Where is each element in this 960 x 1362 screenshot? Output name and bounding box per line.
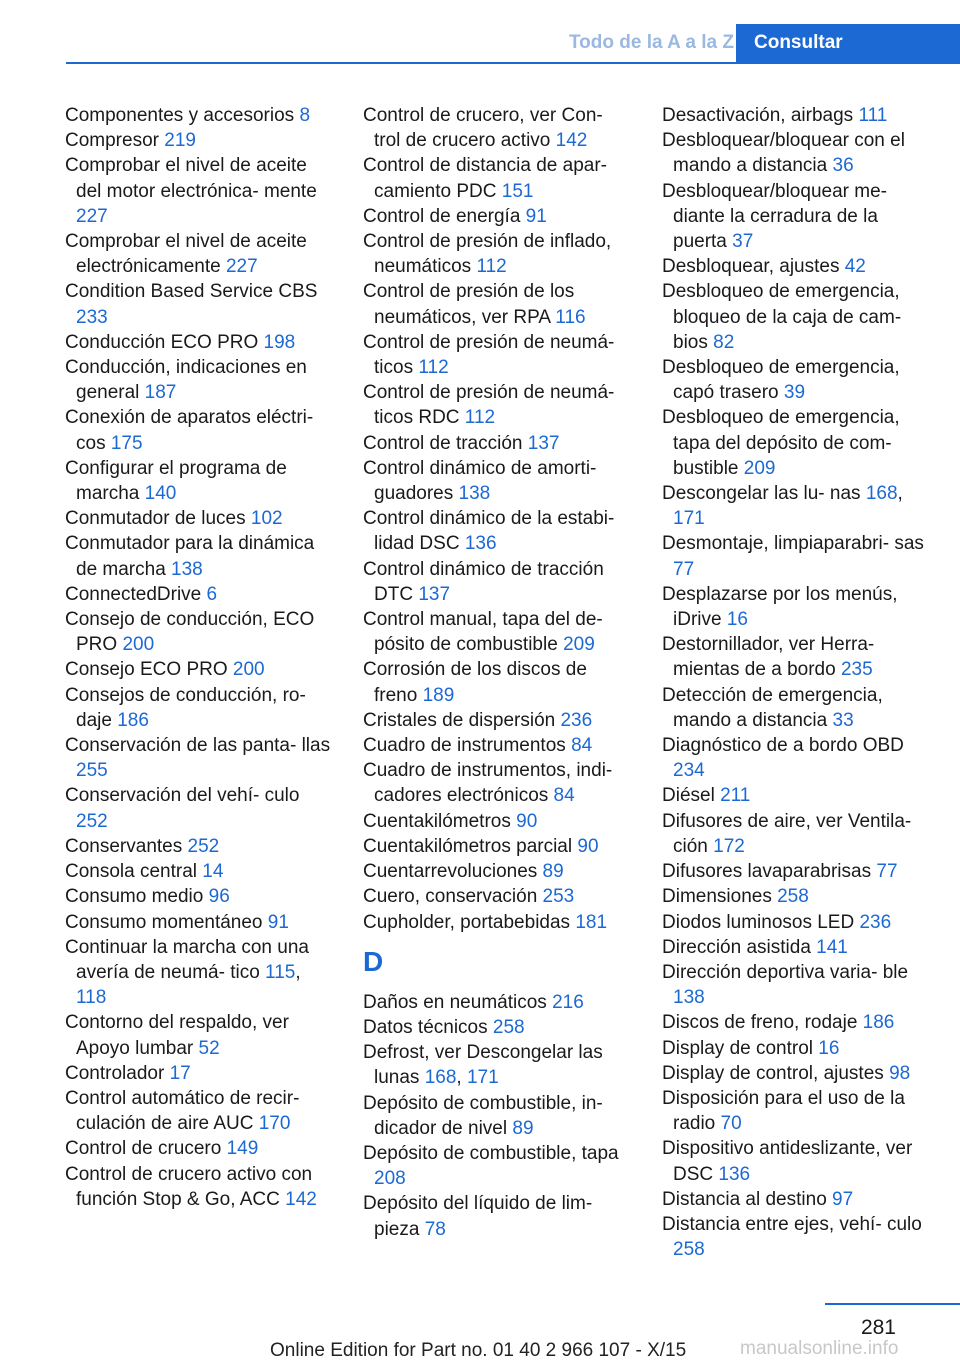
index-entry — [363, 1191, 633, 1241]
index-term: Cuadro de instrumentos, indi‐ cadores electrónicos — [363, 760, 613, 807]
page-reference-link[interactable]: 91 — [525, 205, 547, 227]
section-tab: Todo de la A a la Z — [568, 32, 734, 53]
index-term: Diagnóstico de a bordo OBD — [662, 735, 904, 757]
index-term: Conservación del vehí‐ culo — [65, 785, 300, 807]
index-term: Desbloquear/bloquear me‐ diante la cerradura de la puerta — [662, 180, 887, 253]
index-term: Control de presión de inflado, neumáticos — [363, 231, 612, 278]
index-entry — [65, 783, 335, 833]
page-reference-link[interactable]: 172 — [713, 835, 745, 857]
index-entry — [363, 1141, 633, 1191]
index-term: Desbloquear/bloquear con el mando a distancia — [662, 130, 905, 177]
index-term: Consumo momentáneo — [65, 911, 268, 933]
index-term: Contorno del respaldo, ver Apoyo lumbar — [65, 1012, 289, 1059]
index-term: Control de presión de neumá‐ ticos RDC — [363, 382, 615, 429]
index-term: Consola central — [65, 861, 203, 883]
index-entry: Defrost, ver Descongelar las lunas 168, 171 — [363, 1042, 603, 1089]
index-entry — [363, 733, 633, 758]
page-reference-link[interactable]: 96 — [208, 886, 230, 908]
index-entry — [363, 834, 633, 859]
index-entry — [65, 910, 335, 935]
index-entry — [65, 1086, 335, 1136]
index-term: Conservantes — [65, 835, 188, 857]
page-reference-link[interactable]: 136 — [464, 533, 497, 555]
index-entry — [363, 456, 633, 506]
page-reference-link[interactable]: 189 — [422, 684, 455, 706]
index-entry — [363, 279, 633, 329]
header-divider — [66, 62, 960, 64]
index-entry — [662, 405, 932, 481]
page-reference-link[interactable]: 227 — [76, 205, 108, 227]
page-reference-link[interactable]: 138 — [171, 558, 203, 580]
page-reference-link[interactable]: 141 — [816, 936, 848, 958]
page-reference-link[interactable]: 200 — [232, 659, 265, 681]
page-reference-link[interactable]: 36 — [832, 155, 854, 177]
page-number: 281 — [860, 1316, 896, 1339]
index-term: Difusores de aire, ver Ventila‐ ción — [662, 810, 912, 857]
index-term: Desbloqueo de emergencia, bloqueo de la caja de cam‐ bios — [662, 281, 902, 353]
index-term: Distancia al destino — [662, 1188, 833, 1210]
index-term: Daños en neumáticos — [363, 991, 553, 1013]
active-tab: Consultar — [736, 24, 960, 62]
page-reference-link[interactable]: 171 — [673, 508, 705, 530]
page-reference-link[interactable]: 52 — [198, 1037, 220, 1059]
page-reference-link[interactable]: 140 — [144, 483, 177, 505]
entry-list — [662, 103, 932, 1262]
index-entry — [662, 1212, 932, 1262]
page-reference-link[interactable]: 82 — [713, 331, 735, 353]
index-entry — [662, 632, 932, 682]
page-reference-link[interactable]: 98 — [889, 1062, 911, 1084]
index-term: Continuar la marcha con una avería de neumá‐ tico — [65, 936, 309, 983]
page-reference-link[interactable]: 137 — [527, 432, 560, 454]
page-reference-link[interactable]: 89 — [512, 1117, 534, 1139]
page-reference-link[interactable]: 252 — [187, 835, 220, 857]
entry-list — [363, 990, 633, 1242]
index-entry — [65, 506, 335, 531]
index-term: Configurar el programa de marcha — [65, 457, 287, 505]
index-term: ConnectedDrive — [65, 583, 207, 605]
page-reference-link[interactable]: 233 — [76, 306, 108, 328]
index-entry — [363, 708, 633, 733]
index-entry — [363, 380, 633, 430]
page-reference-link[interactable]: 116 — [555, 306, 586, 328]
page-reference-link[interactable]: 118 — [76, 987, 107, 1009]
index-term: Comprobar el nivel de aceite electrónicamente — [65, 231, 307, 278]
index-term: Control de distancia de apar‐ camiento PDC — [363, 155, 607, 202]
index-column-1 — [65, 103, 335, 1212]
index-entry — [65, 1162, 335, 1212]
index-entry — [65, 607, 335, 657]
page-reference-link[interactable]: 112 — [464, 407, 496, 429]
index-entry — [662, 733, 932, 783]
page-reference-link[interactable]: 186 — [862, 1012, 895, 1034]
index-entry — [65, 330, 335, 355]
index-term: Cuentakilómetros parcial — [363, 835, 578, 857]
page-reference-link[interactable]: 255 — [76, 760, 108, 782]
index-term: Depósito de combustible, in‐ dicador de nivel — [363, 1092, 603, 1139]
index-term: Control de presión de los neumáticos, ver RPA — [363, 281, 575, 328]
page-reference-link[interactable]: 200 — [122, 634, 155, 656]
index-term: Control de crucero — [65, 1138, 227, 1160]
index-term: Desbloqueo de emergencia, tapa del depósito de com‐ bustible — [662, 407, 900, 479]
page-reference-link[interactable]: 70 — [720, 1113, 742, 1135]
index-entry — [363, 990, 633, 1015]
index-term: Defrost, ver Descongelar las lunas — [363, 1042, 603, 1089]
index-term: Control dinámico de tracción DTC — [363, 558, 604, 605]
index-term: Compresor — [65, 130, 165, 152]
page-reference-link[interactable]: 102 — [250, 508, 283, 530]
index-term: Diésel — [662, 785, 721, 807]
index-entry — [65, 834, 335, 859]
page-reference-link[interactable]: 37 — [732, 231, 754, 253]
page-reference-link[interactable]: 33 — [832, 709, 854, 731]
index-term: Corrosión de los discos de freno — [363, 659, 587, 706]
index-entry — [363, 229, 633, 279]
index-term: Condition Based Service CBS — [65, 281, 318, 303]
index-entry — [65, 1010, 335, 1060]
index-term: Depósito del líquido de lim‐ pieza — [363, 1193, 593, 1240]
index-entry — [363, 506, 633, 556]
index-term: Cristales de dispersión — [363, 709, 561, 731]
page-reference-link[interactable]: 258 — [673, 1239, 705, 1261]
index-term: Desbloqueo de emergencia, capó trasero — [662, 357, 900, 404]
index-term: Conmutador para la dinámica de marcha — [65, 533, 315, 580]
index-term: Datos técnicos — [363, 1016, 493, 1038]
index-entry — [662, 1036, 932, 1061]
index-entry — [662, 935, 932, 960]
index-term: Control dinámico de amorti‐ guadores — [363, 457, 597, 505]
index-entry — [662, 254, 932, 279]
index-entry — [662, 683, 932, 733]
index-term: Consejos de conducción, ro‐ daje — [65, 684, 306, 731]
page-reference-link[interactable]: 84 — [571, 735, 593, 757]
page-reference-link[interactable]: 209 — [743, 457, 776, 479]
index-entry — [65, 531, 335, 581]
page-reference-link[interactable]: 16 — [726, 609, 748, 631]
index-term: Display de control, ajustes — [662, 1062, 890, 1084]
index-term: Comprobar el nivel de aceite del motor electrónica‐ mente — [65, 155, 317, 202]
index-entry — [363, 431, 633, 456]
index-term: Cuero, conservación — [363, 886, 543, 908]
page-reference-link[interactable]: 16 — [818, 1037, 840, 1059]
page-reference-link[interactable]: 112 — [476, 256, 507, 278]
index-entry — [662, 783, 932, 808]
index-entry — [662, 355, 932, 405]
page-reference-link[interactable]: 186 — [117, 709, 149, 731]
index-term: Discos de freno, rodaje — [662, 1012, 863, 1034]
index-entry — [65, 229, 335, 279]
page-reference-link[interactable]: 175 — [110, 432, 143, 454]
index-term: Display de control — [662, 1037, 819, 1059]
index-entry — [662, 1086, 932, 1136]
index-entry — [65, 405, 335, 455]
entry-list — [363, 103, 633, 935]
watermark: manualsonline.info — [740, 1338, 899, 1359]
entry-list — [65, 103, 335, 1212]
index-entry — [363, 1091, 633, 1141]
index-entry — [662, 910, 932, 935]
index-entry — [662, 128, 932, 178]
index-entry — [662, 531, 932, 581]
index-entry — [363, 657, 633, 707]
page-reference-link[interactable]: 211 — [720, 785, 751, 807]
index-entry — [662, 103, 932, 128]
page-reference-link[interactable]: 168 — [424, 1067, 457, 1089]
index-term: Conducción, indicaciones en general — [65, 357, 307, 404]
page-reference-link[interactable]: 77 — [876, 861, 898, 883]
index-term: Desbloquear, ajustes — [662, 256, 845, 278]
page-reference-link[interactable]: 136 — [718, 1163, 751, 1185]
index-entry — [363, 103, 633, 153]
page-reference-link[interactable]: 236 — [560, 709, 593, 731]
page-reference-link[interactable]: 111 — [858, 105, 888, 126]
page-reference-link[interactable]: 219 — [164, 130, 196, 152]
index-entry — [662, 1010, 932, 1035]
index-term: Control de energía — [363, 205, 526, 227]
index-term: Control de crucero, ver Con‐ trol de crucero activo — [363, 105, 603, 152]
index-term: Control de crucero activo con función Stop & Go, ACC — [65, 1163, 313, 1210]
section-letter-heading: D — [363, 945, 384, 977]
page-reference-link[interactable]: 227 — [225, 256, 258, 278]
page-reference-link[interactable]: 17 — [169, 1062, 191, 1084]
page-reference-link[interactable]: 171 — [466, 1067, 499, 1089]
index-term: Diodos luminosos LED — [662, 911, 860, 933]
index-entry — [65, 733, 335, 783]
page-reference-link[interactable]: 253 — [542, 886, 575, 908]
index-entry — [363, 884, 633, 909]
index-term: Detección de emergencia, mando a distancia — [662, 684, 883, 731]
index-entry — [65, 153, 335, 229]
index-entry — [662, 1187, 932, 1212]
index-entry — [65, 355, 335, 405]
index-term: Dirección deportiva varia‐ ble — [662, 961, 909, 983]
index-entry — [363, 910, 633, 935]
page-reference-link[interactable]: 89 — [542, 861, 564, 883]
index-term: Dispositivo antideslizante, ver DSC — [662, 1138, 913, 1185]
index-term: Disposición para el uso de la radio — [662, 1087, 905, 1135]
index-entry: Continuar la marcha con una avería de neumá‐ tico 115, 118 — [65, 936, 309, 1009]
page-reference-link[interactable]: 42 — [844, 256, 866, 278]
index-entry — [363, 809, 633, 834]
index-term: Dirección asistida — [662, 936, 817, 958]
page-reference-link[interactable]: 142 — [555, 130, 588, 152]
index-entry — [662, 1136, 932, 1186]
index-entry — [65, 103, 335, 128]
page-reference-link[interactable]: 208 — [374, 1168, 406, 1190]
page-reference-link[interactable]: 142 — [285, 1188, 317, 1210]
index-term: Difusores lavaparabrisas — [662, 861, 877, 883]
index-term: Conmutador de luces — [65, 508, 251, 530]
page-reference-link[interactable]: 39 — [783, 382, 806, 404]
index-term: Consejo de conducción, ECO PRO — [65, 609, 315, 656]
page-reference-link[interactable]: 235 — [840, 659, 873, 681]
index-term: Control automático de recir‐ culación de aire AUC — [65, 1087, 300, 1135]
index-entry — [363, 153, 633, 203]
page-reference-link[interactable]: 91 — [267, 911, 289, 933]
page-reference-link[interactable]: 115 — [265, 961, 296, 983]
index-term: Desplazarse por los menús, iDrive — [662, 583, 898, 631]
index-entry — [662, 279, 932, 355]
index-term: Cuentakilómetros — [363, 810, 517, 832]
index-entry — [65, 657, 335, 682]
page-reference-link[interactable]: 6 — [206, 583, 218, 605]
index-term: Depósito de combustible, tapa — [363, 1142, 619, 1164]
index-entry — [363, 758, 633, 808]
index-term: Componentes y accesorios — [65, 105, 300, 126]
page-reference-link[interactable]: 14 — [202, 861, 224, 883]
page-reference-link[interactable]: 181 — [575, 911, 608, 933]
index-entry — [662, 884, 932, 909]
index-entry — [363, 859, 633, 884]
index-entry — [363, 607, 633, 657]
page-reference-link[interactable]: 252 — [76, 810, 108, 832]
index-term: Descongelar las lu‐ nas — [662, 483, 866, 505]
index-entry — [662, 179, 932, 255]
edition-footer: Online Edition for Part no. 01 40 2 966 107 - X/15 — [270, 1340, 687, 1361]
page-reference-link[interactable]: 209 — [563, 634, 595, 656]
index-term: Control dinámico de la estabi‐ lidad DSC — [363, 508, 615, 555]
page-reference-link[interactable]: 78 — [424, 1218, 446, 1240]
index-term: Cupholder, portabebidas — [363, 911, 576, 933]
index-entry — [662, 960, 932, 1010]
page-reference-link[interactable]: 112 — [418, 357, 449, 379]
index-term: Cuadro de instrumentos — [363, 735, 572, 757]
page-reference-link[interactable]: 138 — [458, 483, 491, 505]
index-column-2 — [363, 103, 633, 1242]
page-reference-link[interactable]: 168 — [865, 483, 898, 505]
index-entry — [65, 884, 335, 909]
index-term: Distancia entre ejes, vehí‐ culo — [662, 1213, 922, 1235]
page-reference-link[interactable]: 198 — [263, 331, 296, 353]
index-term: Control manual, tapa del de‐ pósito de combustible — [363, 609, 603, 656]
index-term: Conducción ECO PRO — [65, 331, 264, 353]
index-term: Dimensiones — [662, 886, 778, 908]
index-term: Conservación de las panta‐ llas — [65, 735, 331, 757]
page-reference-link[interactable]: 234 — [673, 760, 705, 782]
page-reference-link[interactable]: 90 — [577, 835, 599, 857]
index-entry — [65, 582, 335, 607]
index-entry — [363, 330, 633, 380]
page-reference-link[interactable]: 149 — [226, 1138, 259, 1160]
index-entry — [65, 859, 335, 884]
page-reference-link[interactable]: 90 — [516, 810, 538, 832]
index-entry — [65, 128, 335, 153]
page-reference-link[interactable]: 151 — [501, 180, 534, 202]
page-reference-link[interactable]: 97 — [832, 1188, 854, 1210]
page-reference-link[interactable]: 137 — [418, 583, 451, 605]
page-reference-link[interactable]: 138 — [673, 987, 705, 1009]
index-term: Consumo medio — [65, 886, 209, 908]
page-reference-link[interactable]: 77 — [673, 558, 695, 580]
index-term: Conexión de aparatos eléctri‐ cos — [65, 407, 314, 454]
index-entry — [363, 557, 633, 607]
page-reference-link[interactable]: 236 — [859, 911, 892, 933]
page-reference-link[interactable]: 170 — [258, 1113, 291, 1135]
index-entry — [65, 1061, 335, 1086]
index-term: Controlador — [65, 1062, 170, 1084]
index-entry — [65, 279, 335, 329]
index-entry — [662, 859, 932, 884]
index-entry — [65, 1136, 335, 1161]
index-column-3 — [662, 103, 932, 1262]
index-term: Desactivación, airbags — [662, 105, 859, 126]
index-entry: Descongelar las lu‐ nas 168, 171 — [662, 483, 903, 530]
index-entry — [662, 582, 932, 632]
page-reference-link[interactable]: 187 — [144, 382, 177, 404]
index-term: Control de presión de neumá‐ ticos — [363, 331, 615, 379]
index-term: Cuentarrevoluciones — [363, 861, 543, 883]
index-entry — [65, 683, 335, 733]
index-entry — [363, 1015, 633, 1040]
page-reference-link[interactable]: 258 — [777, 886, 809, 908]
page-reference-link[interactable]: 216 — [552, 991, 584, 1013]
page-reference-link[interactable]: 8 — [299, 105, 311, 126]
page-reference-link[interactable]: 258 — [492, 1016, 525, 1038]
index-term: Desmontaje, limpiaparabri‐ sas — [662, 533, 924, 555]
index-term: Consejo ECO PRO — [65, 659, 233, 681]
footer-divider — [825, 1303, 960, 1305]
index-entry — [363, 204, 633, 229]
page-reference-link[interactable]: 84 — [553, 785, 575, 807]
index-term: Destornillador, ver Herra‐ mientas de a bordo — [662, 634, 875, 681]
index-entry — [662, 809, 932, 859]
index-entry — [65, 456, 335, 506]
index-term: Control de tracción — [363, 432, 528, 454]
index-entry — [662, 1061, 932, 1086]
